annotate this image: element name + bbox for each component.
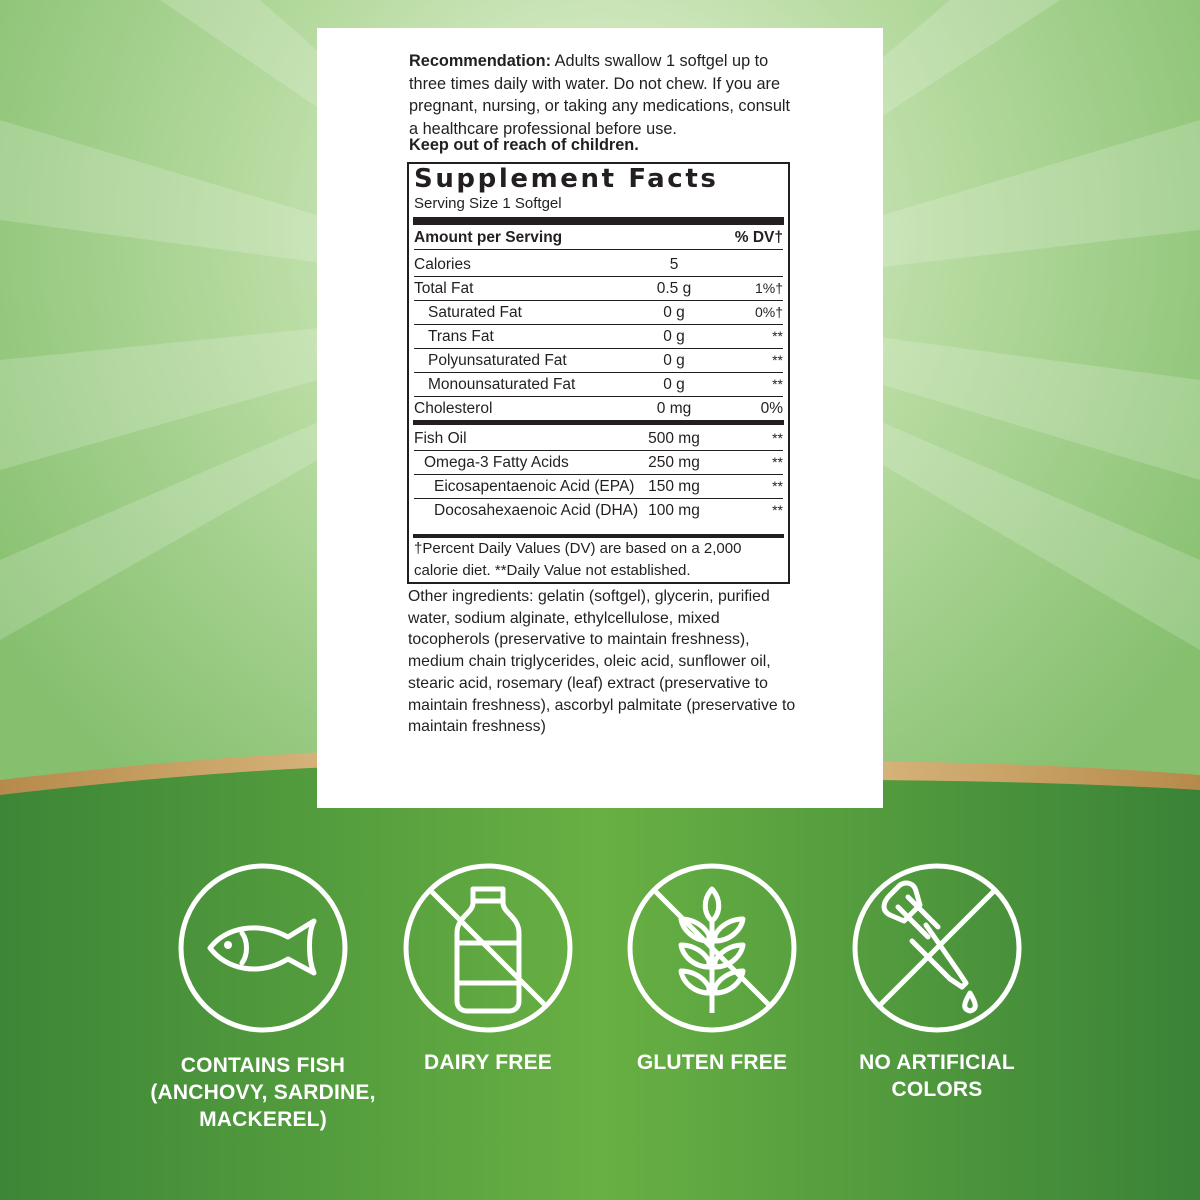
nutrient-amount: 0 g [663,304,685,321]
nutrient-amount: 0 g [663,352,685,369]
facts-row [414,277,783,301]
label-panel [317,28,883,808]
supplement-facts-box [407,162,790,584]
facts-header-row [414,227,783,250]
nutrient-dv: ** [772,352,783,368]
dairy-free-label: DAIRY FREE [423,1051,553,1074]
nutrient-amount: 0.5 g [656,280,692,297]
child-warning: Keep out of reach of children. [409,136,639,154]
nutrient-dv: ** [772,454,783,470]
no-artificial-colors-badge [850,861,1024,1035]
thick-divider [413,420,784,425]
wheat-crossed-icon [625,861,799,1035]
dropper-crossed-icon [850,861,1024,1035]
serving-size: Serving Size 1 Softgel [414,195,562,212]
recommendation [409,50,799,140]
nutrient-dv: ** [772,328,783,344]
dairy-free-badge [401,861,575,1035]
thick-divider [413,217,784,225]
facts-row [414,325,783,349]
nutrient-dv: ** [772,430,783,446]
nutrient-name: Total Fat [414,280,474,297]
other-ingredients: Other ingredients: gelatin (softgel), glycerin, purified water, sodium alginate, ethylcellulose, mixed tocopherols (preservative to maintain freshness), medium chain triglycerides, oleic acid, sunflower oil, stearic acid, rosemary (leaf) extract (preservative to maintain freshness), ascorbyl palmitate (preservative to maintain freshness) [408,588,796,736]
nutrient-amount: 0 g [663,328,685,345]
amount-header: Amount per Serving [414,229,563,246]
dv-footnote: †Percent Daily Values (DV) are based on a 2,000 calorie diet. **Daily Value not established. [414,540,742,579]
gluten-free-badge [625,861,799,1035]
fish-icon [176,861,350,1035]
nutrient-dv: 1%† [754,280,783,296]
nutrient-name: Calories [414,256,471,273]
nutrient-name: Monounsaturated Fat [428,376,576,393]
nutrient-amount: 100 mg [648,502,700,519]
nutrient-name: Eicosapentaenoic Acid (EPA) [434,478,635,495]
nutrient-name: Polyunsaturated Fat [428,352,567,369]
facts-row [414,427,783,451]
nutrient-name: Omega-3 Fatty Acids [424,454,569,471]
nutrient-name: Saturated Fat [428,304,522,321]
nutrient-dv: 0%† [754,304,783,320]
gluten-free-label: GLUTEN FREE [636,1051,788,1074]
facts-row [414,475,783,499]
facts-row [414,499,783,522]
nutrient-dv: 0% [760,400,783,417]
nutrient-amount: 0 mg [656,400,692,417]
facts-row [414,349,783,373]
nutrient-name: Cholesterol [414,400,493,417]
facts-row [414,253,783,277]
nutrient-dv: ** [772,478,783,494]
nutrient-name: Fish Oil [414,430,467,447]
contains-fish-label: CONTAINS FISH (ANCHOVY, SARDINE, MACKEREL) [150,1054,376,1131]
nutrient-name: Trans Fat [428,328,494,345]
contains-fish-badge [176,861,350,1035]
facts-row [414,373,783,397]
facts-title: Supplement Facts [414,164,719,194]
facts-row [414,397,783,420]
nutrient-amount: 0 g [663,376,685,393]
nutrient-dv: ** [772,376,783,392]
nutrient-amount: 5 [669,256,679,273]
facts-row [414,451,783,475]
milk-bottle-crossed-icon [401,861,575,1035]
nutrient-amount: 250 mg [648,454,700,471]
nutrient-name: Docosahexaenoic Acid (DHA) [434,502,639,519]
recommendation-text: Adults swallow 1 softgel up to three times daily with water. Do not chew. If you are pregnant, nursing, or taking any medications, consult a healthcare professional before use. [409,52,791,138]
dv-header: % DV† [734,229,783,246]
nutrient-dv: ** [772,502,783,518]
no-artificial-colors-label: NO ARTIFICIAL COLORS [859,1051,1015,1101]
nutrient-amount: 500 mg [648,430,700,447]
recommendation-label: Recommendation: [409,52,552,70]
facts-row [414,301,783,325]
nutrient-amount: 150 mg [648,478,700,495]
